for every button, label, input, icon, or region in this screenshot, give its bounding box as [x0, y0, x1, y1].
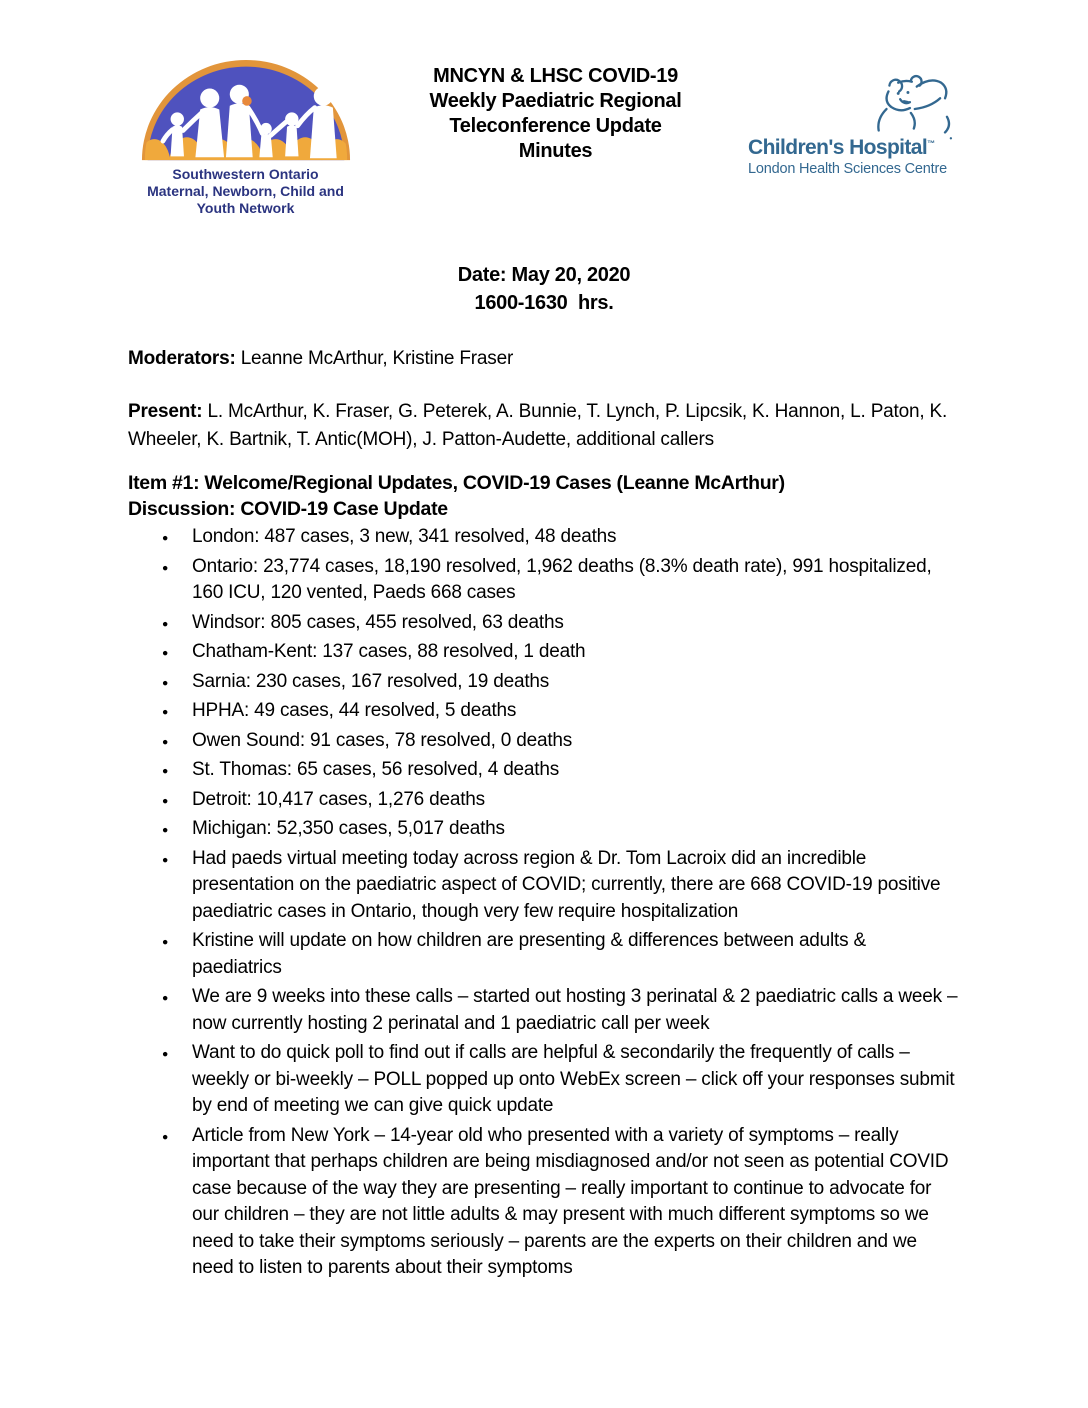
item1-heading: Item #1: Welcome/Regional Updates, COVID-19 Cases (Leanne McArthur)	[128, 472, 785, 494]
list-item-windsor: ● Windsor: 805 cases, 455 resolved, 63 deaths	[192, 610, 960, 637]
trademark-symbol: ™	[927, 139, 935, 148]
list-item-ontario: ● Ontario: 23,774 cases, 18,190 resolved, 1,962 deaths (8.3% death rate), 991 hospitalized, 160 ICU, 120 vented, Paeds 668 cases	[192, 554, 960, 607]
list-item-london: ● London: 487 cases, 3 new, 341 resolved, 48 deaths	[192, 524, 960, 551]
meeting-date-block	[128, 261, 960, 317]
list-item-poll: ● Want to do quick poll to find out if calls are helpful & secondarily the frequently of calls – weekly or bi-weekly – POLL popped up onto WebEx screen – click off your responses submit by end of meeting we can give quick update	[192, 1040, 960, 1120]
list-item-detroit: ● Detroit: 10,417 cases, 1,276 deaths	[192, 787, 960, 814]
discussion-heading: Discussion: COVID-19 Case Update	[128, 498, 448, 520]
list-item-sarnia: ● Sarnia: 230 cases, 167 resolved, 19 deaths	[192, 669, 960, 696]
present-value: L. McArthur, K. Fraser, G. Peterek, A. Bunnie, T. Lynch, P. Lipcsik, K. Hannon, L. Paton, K. Wheeler, K. Bartnik, T. Antic(MOH), J. Patton-Audette, additional callers	[128, 401, 948, 450]
list-item-ny-article: ● Article from New York – 14-year old who presented with a variety of symptoms – really important that perhaps children are being misdiagnosed and/or not seen as potential COVID case because of the way they are presenting – really important to continue to advocate for our children – they are not little adults & may present with much different symptoms so we need to take their symptoms seriously – parents are the experts on their children and we need to listen to parents about their symptoms	[192, 1123, 960, 1282]
childrens-hospital-logo	[748, 58, 960, 177]
moderators-label: Moderators:	[128, 348, 236, 369]
mncyn-family-icon	[141, 58, 351, 163]
childrens-hospital-name-text: Children's Hospital	[748, 136, 928, 159]
present-line	[128, 398, 960, 454]
teddy-bear-icon	[852, 70, 960, 150]
meeting-date-line	[128, 261, 960, 289]
document-header	[128, 58, 960, 217]
list-item-paeds-meeting: ● Had paeds virtual meeting today across region & Dr. Tom Lacroix did an incredible presentation on the paediatric aspect of COVID; currently, there are 668 COVID-19 positive paediatric cases in Ontario, though very few require hospitalization	[192, 846, 960, 926]
page-title	[363, 58, 748, 164]
title-line-3: Teleconference Update	[449, 115, 662, 137]
list-item-michigan: ● Michigan: 52,350 cases, 5,017 deaths	[192, 816, 960, 843]
case-update-list	[128, 524, 960, 1282]
childrens-hospital-subtitle: London Health Sciences Centre	[748, 161, 947, 177]
title-line-2: Weekly Paediatric Regional	[429, 90, 682, 112]
mncyn-caption-line2: Maternal, Newborn, Child and Youth Network	[147, 183, 344, 216]
list-item-chatham-kent: ● Chatham-Kent: 137 cases, 88 resolved, 1 death	[192, 639, 960, 666]
date-label: Date:	[457, 264, 507, 286]
date-value: May 20, 2020	[511, 264, 631, 286]
title-line-4: Minutes	[518, 140, 593, 162]
list-item-call-schedule: ● We are 9 weeks into these calls – started out hosting 3 perinatal & 2 paediatric calls a week – now currently hosting 2 perinatal and 1 paediatric call per week	[192, 984, 960, 1037]
mncyn-caption-line1: Southwestern Ontario	[172, 166, 319, 182]
meeting-time: 1600-1630 hrs.	[474, 292, 614, 314]
moderators-value: Leanne McArthur, Kristine Fraser	[240, 348, 514, 369]
mncyn-logo	[128, 58, 363, 217]
title-line-1: MNCYN & LHSC COVID-19	[433, 65, 678, 87]
list-item-owen-sound: ● Owen Sound: 91 cases, 78 resolved, 0 deaths	[192, 728, 960, 755]
present-label: Present:	[128, 401, 203, 422]
mncyn-caption	[128, 166, 363, 217]
moderators-line	[128, 345, 960, 373]
list-item-kristine-update: ● Kristine will update on how children are presenting & differences between adults & paediatrics	[192, 928, 960, 981]
list-item-hpha: ● HPHA: 49 cases, 44 resolved, 5 deaths	[192, 698, 960, 725]
list-item-st-thomas: ● St. Thomas: 65 cases, 56 resolved, 4 deaths	[192, 757, 960, 784]
